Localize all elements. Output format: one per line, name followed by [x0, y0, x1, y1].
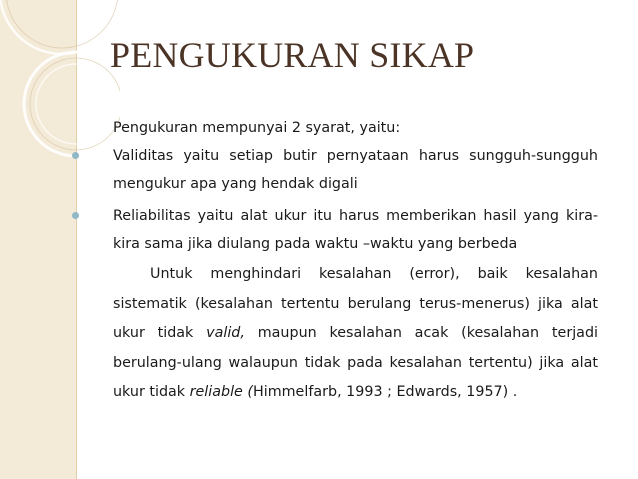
paragraph-text-1: Untuk menghindari kesalahan (error), baik kesalahan sistematik (kesalahan tertentu berulang terus-menerus) jika alat ukur tidak [113, 266, 598, 341]
paragraph-citation: Himmelfarb, 1993 ; Edwards, 1957) . [252, 384, 518, 400]
slide-title: PENGUKURAN SIKAP [110, 35, 475, 75]
decorative-rings [0, 0, 120, 200]
bullet-validity [110, 142, 598, 198]
bullet-list [110, 142, 598, 258]
slide-content [110, 114, 598, 408]
body-paragraph [113, 260, 598, 408]
bullet-dot-icon [72, 212, 79, 219]
bullet-reliability [110, 202, 598, 258]
bullet-dot-icon [72, 152, 79, 159]
bullet-reliability-text: Reliabilitas yaitu alat ukur itu harus memberikan hasil yang kira-kira sama jika diulang pada waktu –waktu yang berbeda [113, 208, 598, 252]
paragraph-italic-valid: valid, [206, 325, 245, 341]
paragraph-text-2: maupun kesalahan acak (kesalahan terjadi berulang-ulang walaupun tidak pada kesalahan tertentu) jika alat ukur tidak [113, 325, 598, 400]
intro-text: Pengukuran mempunyai 2 syarat, yaitu: [113, 120, 401, 136]
paragraph-italic-reliable: reliable ( [189, 384, 253, 400]
bullet-validity-text: Validitas yaitu setiap butir pernyataan harus sungguh-sungguh mengukur apa yang hendak digali [113, 148, 598, 192]
